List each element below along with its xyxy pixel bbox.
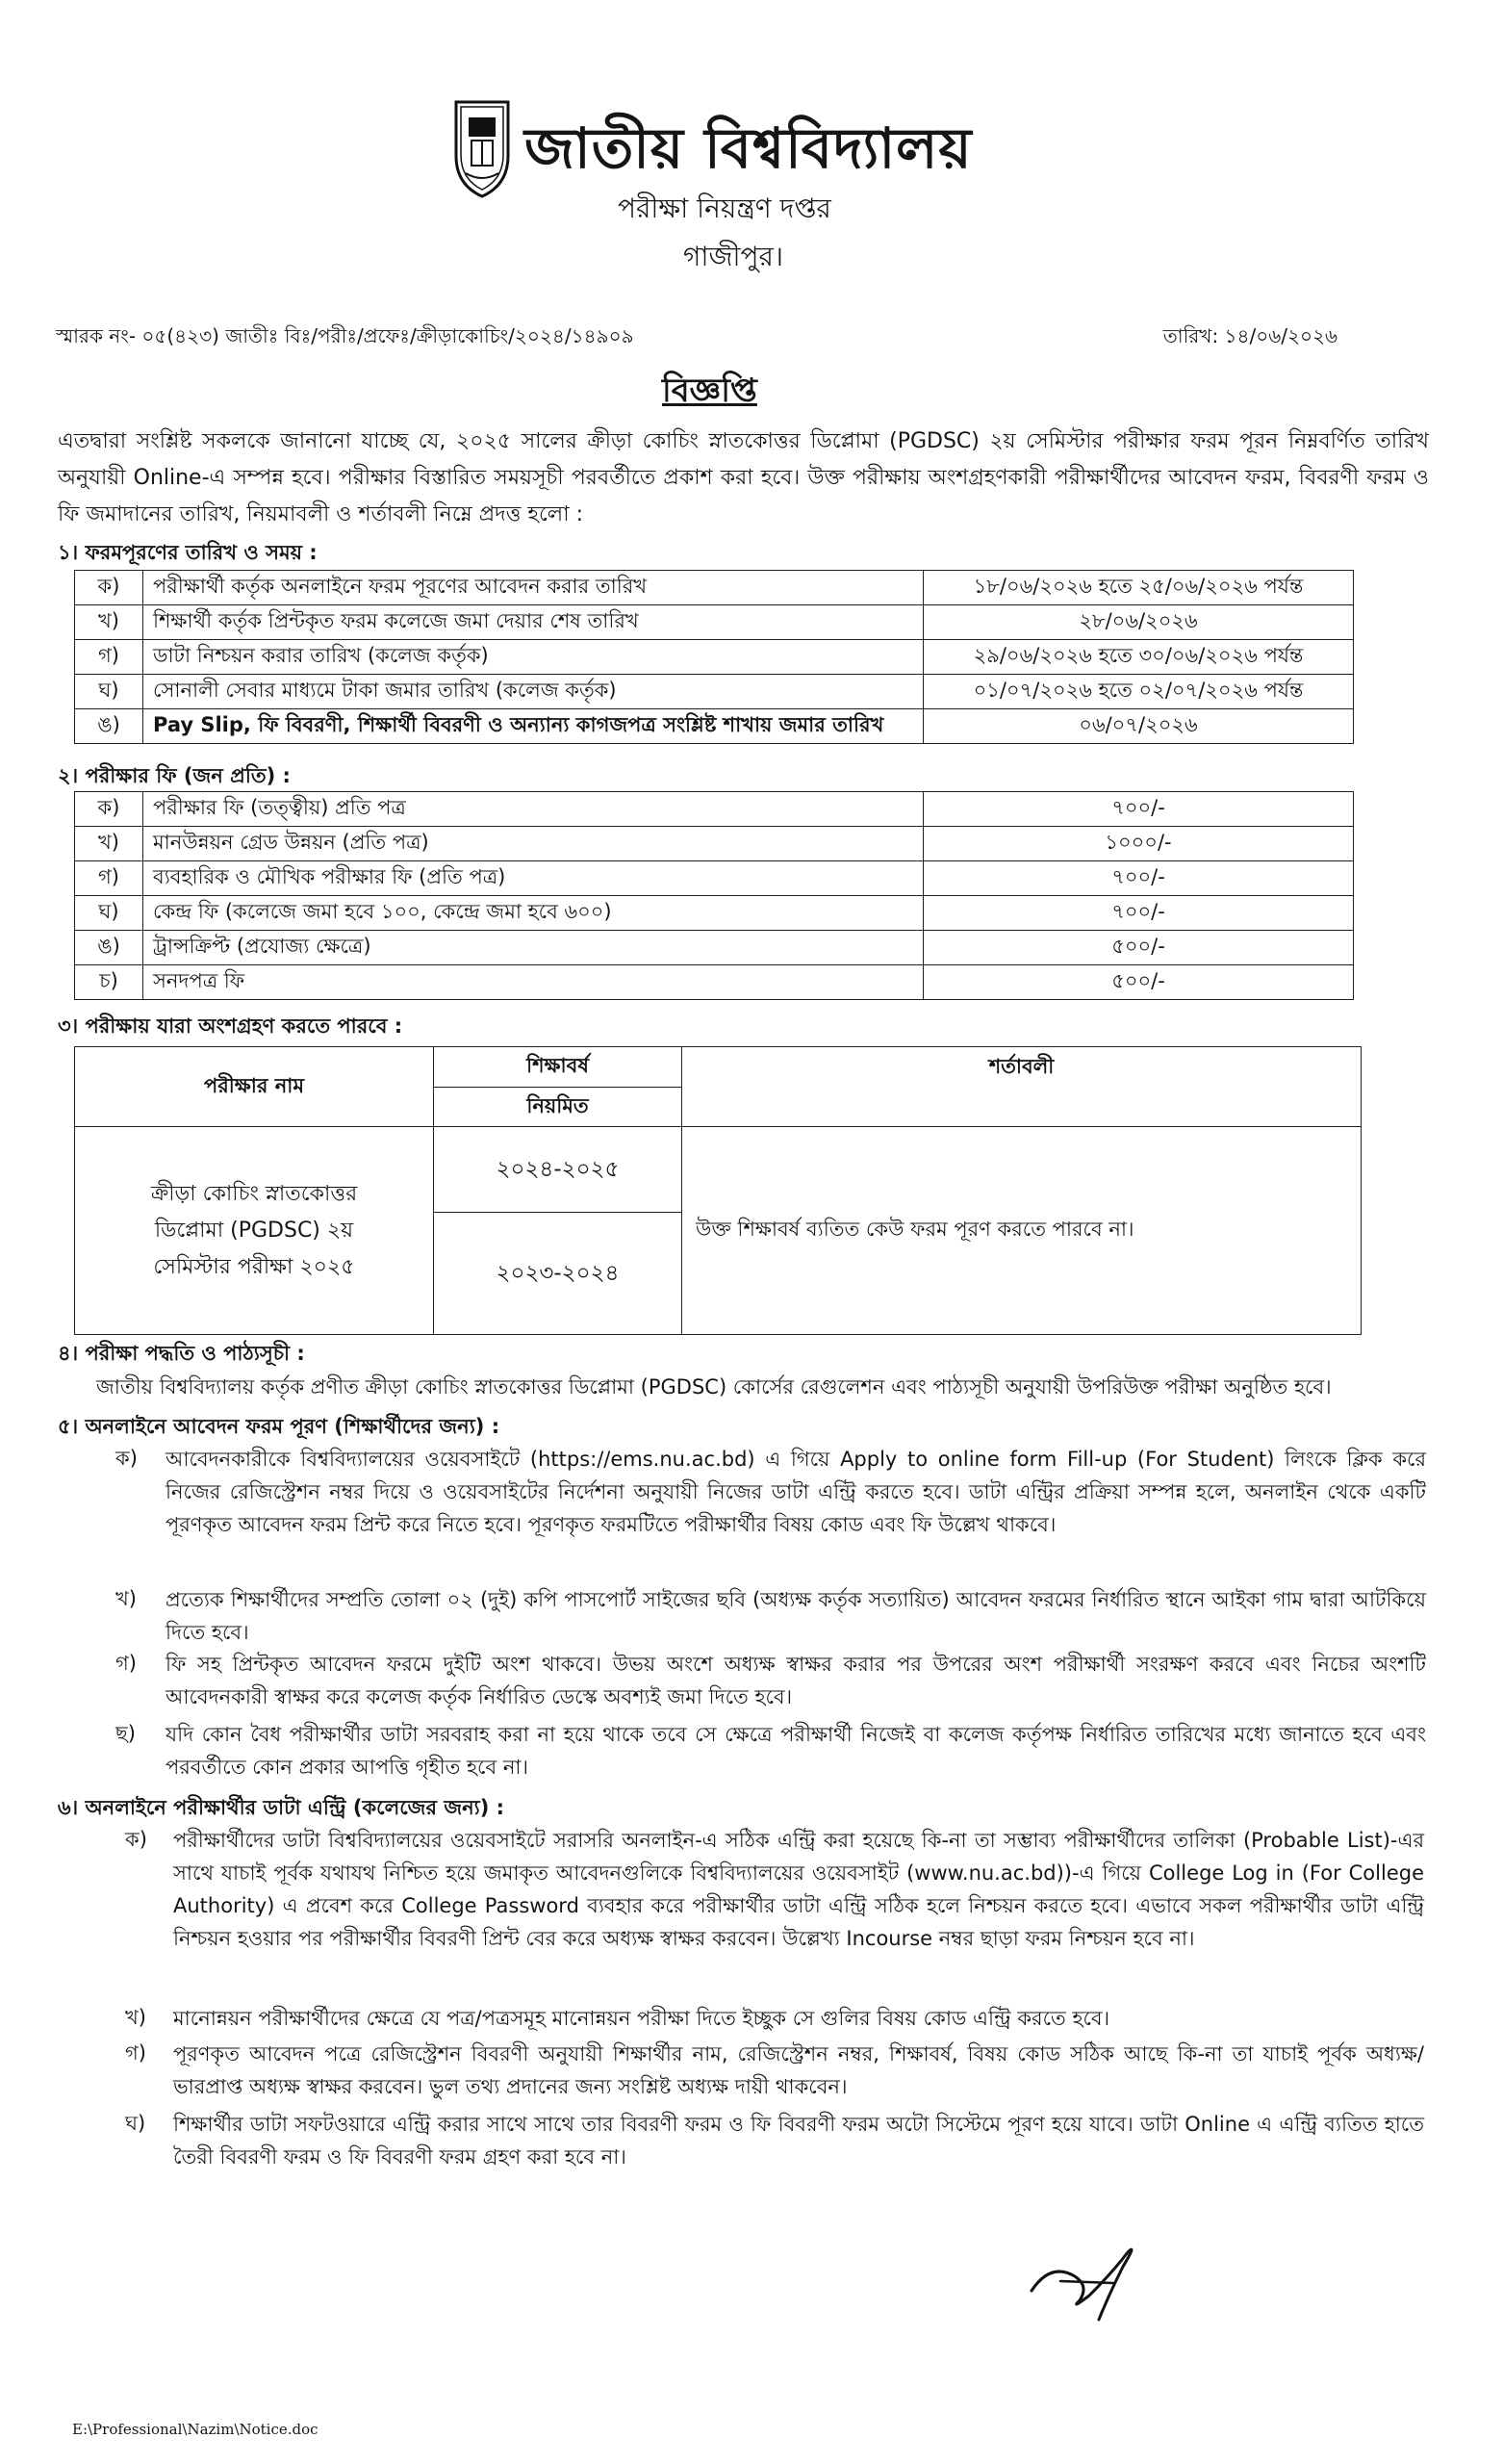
row-serial: ঘ) <box>75 675 143 709</box>
row-value: ৭০০/- <box>924 861 1354 896</box>
table-row <box>75 896 1354 931</box>
row-label: ব্যবহারিক ও মৌখিক পরীক্ষার ফি (প্রতি পত্র) <box>143 861 924 896</box>
item-serial: ক) <box>125 1828 147 1851</box>
conditions-header: শর্তাবলী <box>682 1047 1362 1127</box>
table-row <box>75 675 1354 709</box>
signature-icon <box>1022 2223 1176 2329</box>
file-path: E:\Professional\Nazim\Notice.doc <box>72 2421 318 2438</box>
row-value: ৭০০/- <box>924 792 1354 827</box>
form-fillup-dates-table <box>74 570 1354 744</box>
exam-name-header: পরীক্ষার নাম <box>75 1047 434 1127</box>
row-label: পরীক্ষার ফি (তত্ত্বীয়) প্রতি পত্র <box>143 792 924 827</box>
row-value: ৫০০/- <box>924 965 1354 1000</box>
session-cell: ২০২৩-২০২৪ <box>434 1213 682 1335</box>
table-row <box>75 965 1354 1000</box>
row-serial: চ) <box>75 965 143 1000</box>
notice-title: বিজ্ঞপ্তি <box>662 372 757 410</box>
row-serial: ক) <box>75 571 143 605</box>
row-serial: গ) <box>75 861 143 896</box>
row-label: সনদপত্র ফি <box>143 965 924 1000</box>
row-value: ০৬/০৭/২০২৬ <box>924 709 1354 744</box>
condition-cell: উক্ত শিক্ষাবর্ষ ব্যতিত কেউ ফরম পূরণ করতে পারবে না। <box>682 1127 1362 1335</box>
memo-number: স্মারক নং- ০৫(৪২৩) জাতীঃ বিঃ/পরীঃ/প্রফেঃ/ক্রীড়াকোচিং/২০২৪/১৪৯০৯ <box>56 324 634 347</box>
row-serial: ক) <box>75 792 143 827</box>
city-name: গাজীপুর। <box>683 241 783 272</box>
table-row <box>75 792 1354 827</box>
section-6-item: শিক্ষার্থীর ডাটা সফটওয়ারে এন্ট্রি করার সাথে সাথে তার বিবরণী ফরম ও ফি বিবরণী ফরম অটো সিস্টেমে পূরণ হয়ে যাবে। ডাটা Online এ এন্ট্রি ব্যতিত হাতে তৈরী বিবরণী ফরম ও ফি বিবরণী ফরম গ্রহণ করা হবে না। <box>173 2113 1424 2169</box>
exam-name-cell: ক্রীড়া কোচিং স্নাতকোত্তর ডিপ্লোমা (PGDSC) ২য় সেমিস্টার পরীক্ষা ২০২৫ <box>75 1127 434 1335</box>
section-1-heading: ১। ফরমপূরণের তারিখ ও সময় : <box>58 541 318 564</box>
row-label: কেন্দ্র ফি (কলেজে জমা হবে ১০০, কেন্দ্রে জমা হবে ৬০০) <box>143 896 924 931</box>
eligibility-table <box>74 1046 1362 1335</box>
row-label: Pay Slip, ফি বিবরণী, শিক্ষার্থী বিবরণী ও অন্যান্য কাগজপত্র সংশ্লিষ্ট শাখায় জমার তারিখ <box>143 709 924 744</box>
row-serial: গ) <box>75 640 143 675</box>
section-3-heading: ৩। পরীক্ষায় যারা অংশগ্রহণ করতে পারবে : <box>58 1014 403 1038</box>
row-value: ১৮/০৬/২০২৬ হতে ২৫/০৬/২০২৬ পর্যন্ত <box>924 571 1354 605</box>
table-row <box>75 1127 1362 1213</box>
section-6-item: মানোন্নয়ন পরীক্ষার্থীদের ক্ষেত্রে যে পত্র/পত্রসমূহ মানোন্নয়ন পরীক্ষা দিতে ইচ্ছুক সে গুলির বিষয় কোড এন্ট্রি করতে হবে। <box>173 2007 1110 2030</box>
table-row <box>75 827 1354 861</box>
row-serial: খ) <box>75 827 143 861</box>
row-value: ৫০০/- <box>924 931 1354 965</box>
section-4-heading: ৪। পরীক্ষা পদ্ধতি ও পাঠ্যসূচী : <box>58 1342 305 1365</box>
regular-header: নিয়মিত <box>434 1088 682 1127</box>
row-serial: ঙ) <box>75 709 143 744</box>
section-4-text: জাতীয় বিশ্ববিদ্যালয় কর্তৃক প্রণীত ক্রীড়া কোচিং স্নাতকোত্তর ডিপ্লোমা (PGDSC) কোর্সের রেগুলেশন এবং পাঠ্যসূচী অনুযায়ী উপরিউক্ত পরীক্ষা অনুষ্ঠিত হবে। <box>96 1375 1332 1399</box>
item-serial: গ) <box>125 2041 146 2065</box>
item-serial: ক) <box>115 1447 138 1470</box>
university-name: জাতীয় বিশ্ববিদ্যালয় <box>524 116 973 181</box>
table-row <box>75 861 1354 896</box>
section-5-item: প্রত্যেক শিক্ষার্থীদের সম্প্রতি তোলা ০২ (দুই) কপি পাসপোর্ট সাইজের ছবি (অধ্যক্ষ কর্তৃক সত্যায়িত) আবেদন ফরমের নির্ধারিত স্থানে আইকা গাম দ্বারা আটকিয়ে দিতে হবে। <box>166 1588 1426 1644</box>
row-label: সোনালী সেবার মাধ্যমে টাকা জমার তারিখ (কলেজ কর্তৃক) <box>143 675 924 709</box>
row-value: ২৯/০৬/২০২৬ হতে ৩০/০৬/২০২৬ পর্যন্ত <box>924 640 1354 675</box>
item-serial: ছ) <box>115 1722 136 1745</box>
item-serial: গ) <box>115 1652 137 1675</box>
row-serial: ঙ) <box>75 931 143 965</box>
section-2-heading: ২। পরীক্ষার ফি (জন প্রতি) : <box>58 764 291 787</box>
table-row <box>75 709 1354 744</box>
row-value: ২৮/০৬/২০২৬ <box>924 605 1354 640</box>
section-6-heading: ৬। অনলাইনে পরীক্ষার্থীর ডাটা এন্ট্রি (কলেজের জন্য) : <box>58 1796 505 1819</box>
row-label: ট্রান্সক্রিপ্ট (প্রযোজ্য ক্ষেত্রে) <box>143 931 924 965</box>
row-value: ৭০০/- <box>924 896 1354 931</box>
item-serial: খ) <box>115 1587 137 1610</box>
table-row <box>75 1047 1362 1088</box>
row-value: ১০০০/- <box>924 827 1354 861</box>
office-name: পরীক্ষা নিয়ন্ত্রণ দপ্তর <box>618 192 831 224</box>
section-5-item: আবেদনকারীকে বিশ্ববিদ্যালয়ের ওয়েবসাইটে (https://ems.nu.ac.bd) এ গিয়ে Apply to online form Fill-up (For Student) লিংকে ক্লিক করে নিজের রেজিস্ট্রেশন নম্বর দিয়ে ও ওয়েবসাইটের নির্দেশনা অনুযায়ী নিজের ডাটা এন্ট্রি করতে হবে। ডাটা এন্ট্রির প্রক্রিয়া সম্পন্ন হলে, অনলাইন থেকে একটি পূরণকৃত আবেদন ফরম প্রিন্ট করে নিতে হবে। পূরণকৃত ফরমটিতে পরীক্ষার্থীর বিষয় কোড এবং ফি উল্লেখ থাকবে। <box>166 1448 1426 1536</box>
section-6-item: পরীক্ষার্থীদের ডাটা বিশ্ববিদ্যালয়ের ওয়েবসাইটে সরাসরি অনলাইন-এ সঠিক এন্ট্রি করা হয়েছে কি-না তা সম্ভাব্য পরীক্ষার্থীদের তালিকা (Probable List)-এর সাথে যাচাই পূর্বক যথাযথ নিশ্চিত হয়ে জমাকৃত আবেদনগুলিকে বিশ্ববিদ্যালয়ের ওয়েবসাইট (www.nu.ac.bd))-এ গিয়ে College Log in (For College Authority) এ প্রবেশ করে College Password ব্যবহার করে পরীক্ষার্থীর ডাটা এন্ট্রি সঠিক হলে নিশ্চয়ন করতে হবে। এভাবে সকল পরীক্ষার্থীর ডাটা এন্ট্রি নিশ্চয়ন হওয়ার পর পরীক্ষার্থীর বিবরণী প্রিন্ট বের করে অধ্যক্ষ স্বাক্ষর করবেন। উল্লেখ্য Incourse নম্বর ছাড়া ফরম নিশ্চয়ন হবে না। <box>173 1829 1424 1950</box>
section-5-heading: ৫। অনলাইনে আবেদন ফরম পূরণ (শিক্ষার্থীদের জন্য) : <box>58 1415 500 1438</box>
intro-paragraph: এতদ্বারা সংশ্লিষ্ট সকলকে জানানো যাচ্ছে যে, ২০২৫ সালের ক্রীড়া কোচিং স্নাতকোত্তর ডিপ্লোমা (PGDSC) ২য় সেমিস্টার পরীক্ষার ফরম পূরন নিম্নবর্ণিত তারিখ অনুযায়ী Online-এ সম্পন্ন হবে। পরীক্ষার বিস্তারিত সময়সূচী পরবর্তীতে প্রকাশ করা হবে। উক্ত পরীক্ষায় অংশগ্রহণকারী পরীক্ষার্থীদের আবেদন ফরম, বিবরণী ফরম ও ফি জমাদানের তারিখ, নিয়মাবলী ও শর্তাবলী নিম্নে প্রদত্ত হলো : <box>58 429 1429 526</box>
row-label: পরীক্ষার্থী কর্তৃক অনলাইনে ফরম পূরণের আবেদন করার তারিখ <box>143 571 924 605</box>
row-serial: ঘ) <box>75 896 143 931</box>
table-row <box>75 571 1354 605</box>
session-cell: ২০২৪-২০২৫ <box>434 1127 682 1213</box>
row-label: শিক্ষার্থী কর্তৃক প্রিন্টকৃত ফরম কলেজে জমা দেয়ার শেষ তারিখ <box>143 605 924 640</box>
session-header: শিক্ষাবর্ষ <box>434 1047 682 1088</box>
section-5-item: ফি সহ প্রিন্টকৃত আবেদন ফরমে দুইটি অংশ থাকবে। উভয় অংশে অধ্যক্ষ স্বাক্ষর করার পর উপরের অংশ পরীক্ষার্থী সংরক্ষণ করবে এবং নিচের অংশটি আবেদনকারী স্বাক্ষর করে কলেজ কর্তৃক নির্ধারিত ডেস্কে অবশ্যই জমা দিতে হবে। <box>166 1653 1426 1708</box>
row-value: ০১/০৭/২০২৬ হতে ০২/০৭/২০২৬ পর্যন্ত <box>924 675 1354 709</box>
row-serial: খ) <box>75 605 143 640</box>
item-serial: ঘ) <box>125 2112 146 2135</box>
university-logo-icon <box>452 96 512 202</box>
exam-fee-table <box>74 791 1354 1000</box>
section-6-item: পূরণকৃত আবেদন পত্রে রেজিস্ট্রেশন বিবরণী অনুযায়ী শিক্ষার্থীর নাম, রেজিস্ট্রেশন নম্বর, শিক্ষাবর্ষ, বিষয় কোড সঠিক আছে কি-না তা যাচাই পূর্বক অধ্যক্ষ/ভারপ্রাপ্ত অধ্যক্ষ স্বাক্ষর করবেন। ভুল তথ্য প্রদানের জন্য সংশ্লিষ্ট অধ্যক্ষ দায়ী থাকবেন। <box>173 2042 1424 2098</box>
table-row <box>75 640 1354 675</box>
section-5-item: যদি কোন বৈধ পরীক্ষার্থীর ডাটা সরবরাহ করা না হয়ে থাকে তবে সে ক্ষেত্রে পরীক্ষার্থী নিজেই বা কলেজ কর্তৃপক্ষ নির্ধারিত তারিখের মধ্যে জানাতে হবে এবং পরবর্তীতে কোন প্রকার আপত্তি গৃহীত হবে না। <box>166 1723 1426 1779</box>
row-label: ডাটা নিশ্চয়ন করার তারিখ (কলেজ কর্তৃক) <box>143 640 924 675</box>
item-serial: খ) <box>125 2006 146 2029</box>
table-row <box>75 931 1354 965</box>
notice-date: তারিখ: ১৪/০৬/২০২৬ <box>1162 324 1337 347</box>
table-row <box>75 605 1354 640</box>
row-label: মানউন্নয়ন গ্রেড উন্নয়ন (প্রতি পত্র) <box>143 827 924 861</box>
